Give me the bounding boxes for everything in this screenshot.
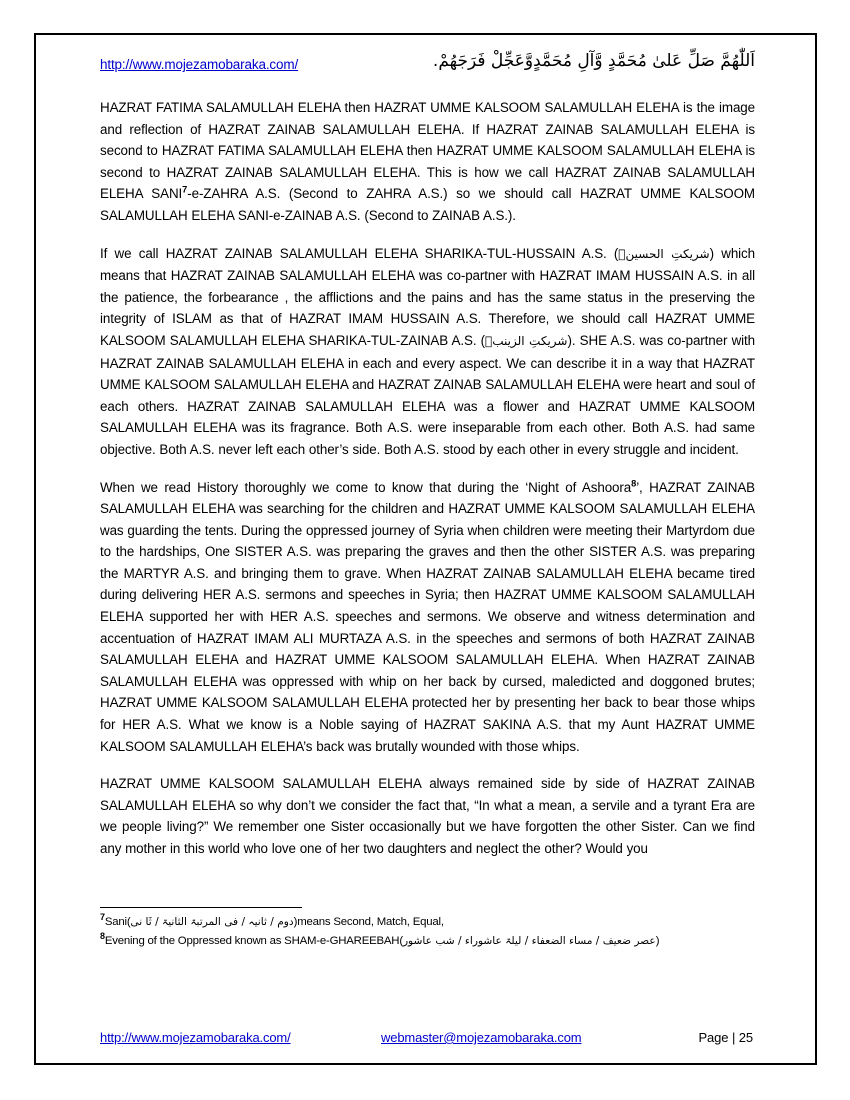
paragraph-2-text-b: ) which means that HAZRAT ZAINAB SALAMULLAH ELEHA was co-partner with HAZRAT IMAM HUSSAIN A.S. in all the patience, the forbearance , the afflictions and the pains and has the same status in the preserving the integrity of ISLAM as that of HAZRAT IMAM HUSSAIN A.S. Therefore, we should call HAZRAT UMME KALSOOM SALAMULLAH ELEHA SHARIKA-TUL-ZAINAB A.S. ( xyxy=(100,245,755,348)
footnote-8-arabic: عصر ضعیف / مساء الضعفاء / لیلۃ عاشوراء / شب عاشور xyxy=(402,935,656,947)
footnote-8-close-paren: ) xyxy=(655,935,660,947)
footnote-item-8 xyxy=(100,931,755,949)
footnote-marker-8[interactable]: 8 xyxy=(631,478,637,489)
arabic-sharika-tul-zainab: شریکتِ الزینبؑ xyxy=(485,333,568,348)
footnote-marker-7[interactable]: 7 xyxy=(182,184,188,195)
footnote-7-close-paren: ) xyxy=(293,916,298,928)
paragraph-2-text-c: ). SHE A.S. was co-partner with HAZRAT ZAINAB SALAMULLAH ELEHA in each and every aspect. We can describe it in a way that HAZRAT UMME KALSOOM SALAMULLAH ELEHA and HAZRAT ZAINAB SALAMULLAH ELEHA were heart and soul of each others. HAZRAT ZAINAB SALAMULLAH ELEHA was a flower and HAZRAT UMME KALSOOM SALAMULLAH ELEHA was its fragrance. Both A.S. were inseparable from each other. Both A.S. had same objective. Both A.S. never left each other’s side. Both A.S. stood by each other in every struggle and incident. xyxy=(100,332,755,457)
document-page xyxy=(34,33,817,1065)
footnote-7-number: 7 xyxy=(100,912,105,923)
footnote-8-open-paren: ( xyxy=(399,935,403,947)
page-header xyxy=(100,51,755,87)
footnote-8-number: 8 xyxy=(100,931,105,942)
header-site-link[interactable]: http://www.mojezamobaraka.com/ xyxy=(100,57,299,72)
document-body xyxy=(100,97,755,860)
paragraph-1 xyxy=(100,97,755,227)
footer-email-link[interactable]: webmaster@mojezamobaraka.com xyxy=(381,1030,582,1045)
paragraph-2-text-a: If we call HAZRAT ZAINAB SALAMULLAH ELEHA SHARIKA-TUL-HUSSAIN A.S. ( xyxy=(100,245,619,261)
paragraph-3 xyxy=(100,477,755,758)
footnote-item-7 xyxy=(100,912,755,930)
page-footer xyxy=(100,1030,755,1050)
footnote-7-term: Sani xyxy=(104,916,127,928)
footnote-8-text: Evening of the Oppressed known as SHAM-e-GHAREEBAH xyxy=(104,935,400,947)
footnote-separator-rule xyxy=(100,907,302,908)
paragraph-4: HAZRAT UMME KALSOOM SALAMULLAH ELEHA always remained side by side of HAZRAT ZAINAB SALAMULLAH ELEHA so why don’t we consider the fact that, “In what a mean, a servile and a tyrant Era are we people living?” We remember one Sister occasionally but we have forgotten the other Sister. Can we find any mother in this world who love one of her two daughters and neglect the other? Would you xyxy=(100,776,755,856)
footnote-7-arabic: دوم / ثانیہ / فی المرتبۃ الثانیۃ / ثَا نی xyxy=(130,916,294,928)
footer-page-number: Page | 25 xyxy=(698,1030,753,1045)
footnote-7-open-paren: ( xyxy=(126,916,131,928)
footnote-7-meaning: means Second, Match, Equal, xyxy=(297,916,444,928)
paragraph-3-text-a: When we read History thoroughly we come to know that during the ‘Night of Ashoora xyxy=(100,479,632,495)
header-arabic-salawat: اَللّٰهُمَّ صَلِّ عَلىٰ مُحَمَّدٍ وَّآلِ مُحَمَّدٍوَّعَجِّلْ فَرَجَهُمْ. xyxy=(432,51,755,71)
arabic-sharika-tul-hussain: شریکتِ الحسینؑ xyxy=(618,246,710,261)
footnotes-section xyxy=(100,907,755,953)
paragraph-1-text-b: -e-ZAHRA A.S. (Second to ZAHRA A.S.) so we should call HAZRAT UMME KALSOOM SALAMULLAH ELEHA SANI-e-ZAINAB A.S. (Second to ZAINAB A.S.). xyxy=(100,186,755,223)
footer-site-link[interactable]: http://www.mojezamobaraka.com/ xyxy=(100,1030,291,1045)
paragraph-3-text-b: ’, HAZRAT ZAINAB SALAMULLAH ELEHA was searching for the children and HAZRAT UMME KALSOOM SALAMULLAH ELEHA was guarding the tents. During the oppressed journey of Syria when children were meeting their Martyrdom due to the hardships, One SISTER A.S. was preparing the graves and then the other SISTER A.S. was preparing the MARTYR A.S. and bringing them to grave. When HAZRAT ZAINAB SALAMULLAH ELEHA became tired during delivering HER A.S. sermons and speeches in Syria; then HAZRAT UMME KALSOOM SALAMULLAH ELEHA supported her with HER A.S. speeches and sermons. We observe and witness determination and accentuation of HAZRAT IMAM ALI MURTAZA A.S. in the speeches and sermons of both HAZRAT ZAINAB SALAMULLAH ELEHA and HAZRAT UMME KALSOOM SALAMULLAH ELEHA. When HAZRAT ZAINAB SALAMULLAH ELEHA was oppressed with whip on her back by cursed, maledicted and doggoned brutes; HAZRAT UMME KALSOOM SALAMULLAH ELEHA protected her by presenting her back to bear those whips for HER A.S. What we know is a Noble saying of HAZRAT SAKINA A.S. that my Aunt HAZRAT UMME KALSOOM SALAMULLAH ELEHA’s back was brutally wounded with those whips. xyxy=(100,479,755,754)
paragraph-1-text-a: HAZRAT FATIMA SALAMULLAH ELEHA then HAZRAT UMME KALSOOM SALAMULLAH ELEHA is the image and reflection of HAZRAT ZAINAB SALAMULLAH ELEHA. If HAZRAT ZAINAB SALAMULLAH ELEHA is second to HAZRAT FATIMA SALAMULLAH ELEHA then HAZRAT UMME KALSOOM SALAMULLAH ELEHA is second to HAZRAT ZAINAB SALAMULLAH ELEHA. This is how we call HAZRAT ZAINAB SALAMULLAH ELEHA SANI xyxy=(100,100,755,202)
paragraph-2 xyxy=(100,243,755,461)
